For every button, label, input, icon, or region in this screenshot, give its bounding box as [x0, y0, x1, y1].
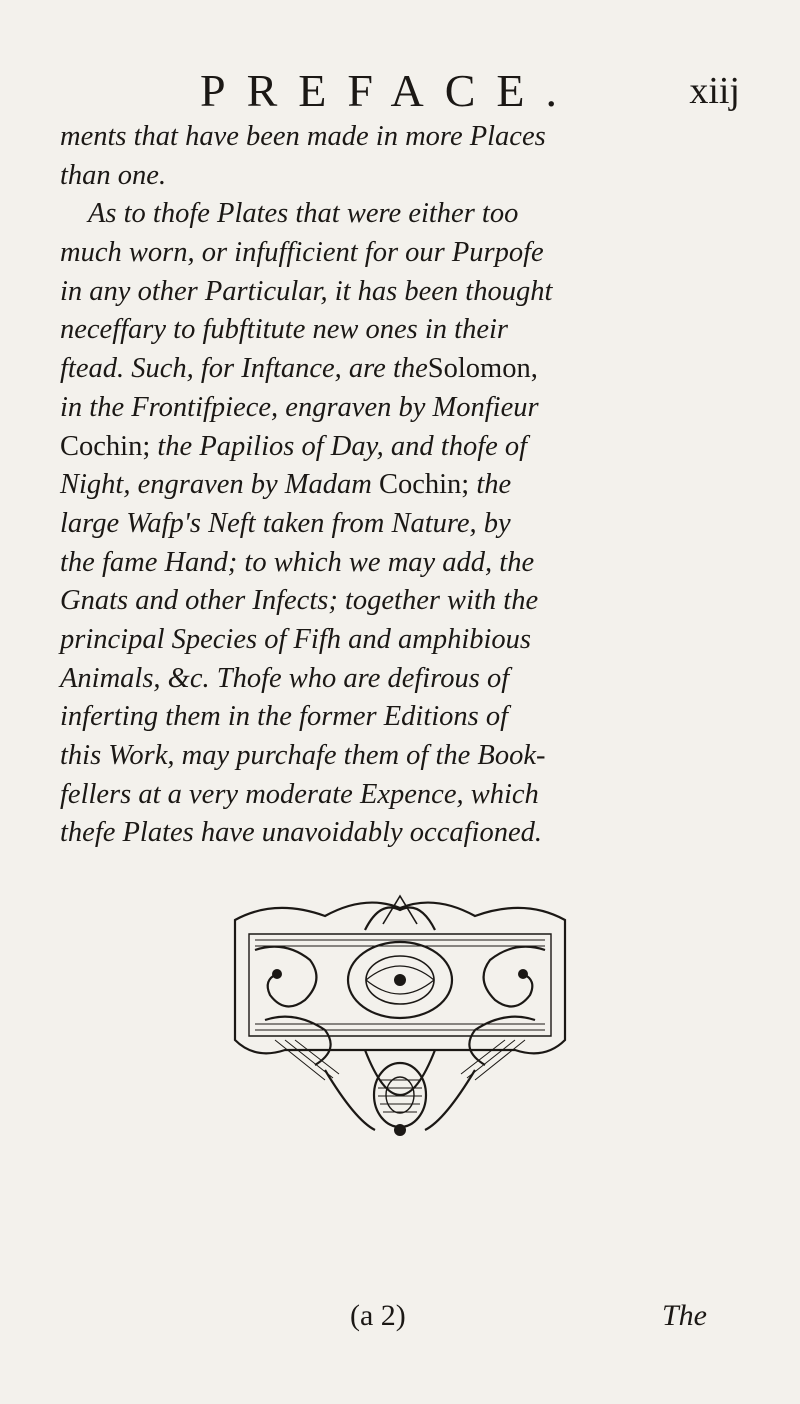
running-header [200, 66, 740, 116]
page-number: xiij [689, 70, 740, 112]
text-line: neceffary to fubftitute new ones in their [60, 314, 508, 346]
text-line: ments that have been made in more Places [60, 121, 546, 152]
text-line [60, 466, 760, 505]
text-line [60, 428, 760, 467]
text-line: fellers at a very moderate Expence, which [60, 778, 539, 810]
text-line: principal Species of Fifh and amphibious [60, 623, 532, 655]
body-text [60, 118, 760, 853]
text-line: Animals, &c. Thofe who are defirous of [60, 662, 510, 694]
text-segment: Night, engraven by Madam [60, 469, 379, 501]
catchword: The [662, 1299, 707, 1332]
roman-word: Cochin; [378, 469, 470, 501]
running-title: PREFACE. [200, 65, 579, 116]
text-line: large Wafp's Neft taken from Nature, by [60, 507, 511, 539]
text-segment: the [469, 469, 512, 501]
text-line: in any other Particular, it has been thought [60, 275, 553, 307]
signature-mark: (a 2) [350, 1299, 406, 1332]
text-line: this Work, may purchafe them of the Book- [60, 740, 546, 771]
text-segment: the Papilios of Day, and thofe of [150, 430, 528, 462]
text-line: in the Frontifpiece, engraven by Monfieur [60, 391, 539, 423]
engraved-tailpiece-ornament-icon [215, 890, 585, 1152]
text-line: As to thofe Plates that were either too [88, 198, 519, 230]
text-line: the fame Hand; to which we may add, the [60, 546, 535, 578]
roman-word: Cochin; [60, 430, 151, 462]
page-footer [0, 1292, 800, 1340]
text-line: than one. [60, 159, 167, 191]
text-line: inferting them in the former Editions of [60, 701, 509, 733]
text-line: Gnats and other Infects; together with the [60, 585, 539, 617]
text-line: thefe Plates have unavoidably occafioned. [60, 817, 542, 849]
text-line-composite [60, 350, 760, 389]
text-line: ftead. Such, for Inftance, are the [60, 353, 428, 385]
text-line: much worn, or infufficient for our Purpofe [60, 237, 544, 269]
roman-word: Solomon, [427, 353, 538, 385]
